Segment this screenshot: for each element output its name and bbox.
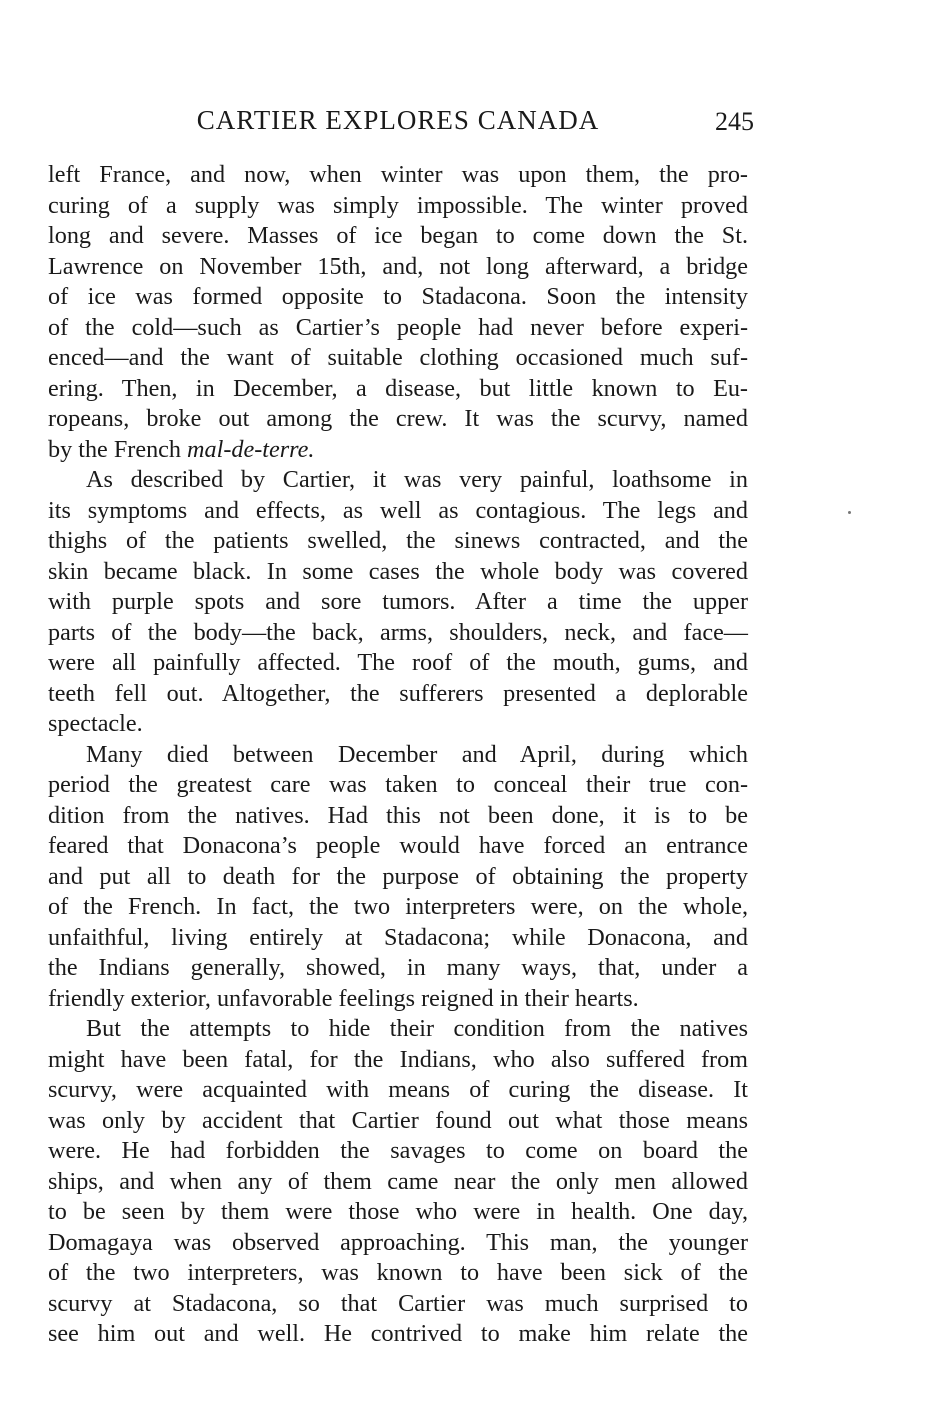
text-line: were. He had forbidden the savages to come on board the: [48, 1137, 748, 1164]
paragraph-3: [48, 740, 748, 1015]
text-line: feared that Donacona’s people would have forced an entrance: [48, 832, 748, 859]
text-line: Domagaya was observed approaching. This man, the younger: [48, 1228, 748, 1256]
running-title: CARTIER EXPLORES CANADA: [196, 105, 600, 135]
text-line: period the greatest care was taken to conceal their true con-: [48, 771, 748, 798]
text-line: scurvy, were acquainted with means of curing the disease. It: [48, 1076, 748, 1103]
text-line: skin became black. In some cases the whole body was covered: [48, 557, 748, 585]
italic-term: mal-de-terre.: [187, 435, 315, 463]
text-line: the Indians generally, showed, in many ways, that, under a: [48, 954, 748, 981]
text-line: with purple spots and sore tumors. After a time the upper: [48, 588, 748, 615]
text-line: curing of a supply was simply impossible. The winter proved: [48, 191, 748, 219]
text-line: might have been fatal, for the Indians, who also suffered from: [48, 1045, 748, 1073]
text-line: was only by accident that Cartier found out what those means: [48, 1106, 748, 1134]
paragraph-2: [48, 465, 748, 740]
text-line: long and severe. Masses of ice began to come down the St.: [48, 222, 748, 249]
text-line: [48, 435, 748, 466]
text-line-plain: by the French: [48, 435, 188, 463]
text-line: of ice was formed opposite to Stadacona. Soon the intensity: [48, 283, 748, 310]
text-line: of the French. In fact, the two interpreters were, on the whole,: [48, 893, 748, 920]
text-line: ropeans, broke out among the crew. It was the scurvy, named: [48, 405, 748, 432]
text-line: of the two interpreters, was known to have been sick of the: [48, 1259, 748, 1286]
scan-speck: [848, 511, 851, 514]
text-line: and put all to death for the purpose of obtaining the property: [48, 862, 748, 890]
paragraph-1: [48, 160, 748, 465]
running-head: [48, 100, 754, 140]
text-line: dition from the natives. Had this not been done, it is to be: [48, 801, 748, 829]
page-number: 245: [715, 107, 754, 136]
body-text: [48, 160, 748, 1350]
text-line: friendly exterior, unfavorable feelings reigned in their hearts.: [48, 984, 639, 1012]
text-line: parts of the body—the back, arms, shoulders, neck, and face—: [48, 618, 748, 646]
text-line: unfaithful, living entirely at Stadacona; while Donacona, and: [48, 923, 748, 951]
text-line: But the attempts to hide their condition from the natives: [86, 1015, 748, 1042]
text-line: ering. Then, in December, a disease, but little known to Eu-: [48, 374, 748, 402]
text-line: left France, and now, when winter was upon them, the pro-: [48, 161, 748, 188]
text-line: As described by Cartier, it was very painful, loathsome in: [86, 466, 748, 493]
text-line: to be seen by them were those who were in health. One day,: [48, 1198, 748, 1225]
book-page: [48, 100, 754, 1350]
text-line: Lawrence on November 15th, and, not long afterward, a bridge: [48, 252, 748, 280]
text-line: were all painfully affected. The roof of the mouth, gums, and: [48, 649, 748, 676]
text-line: Many died between December and April, during which: [86, 740, 748, 768]
text-line: see him out and well. He contrived to make him relate the: [48, 1320, 748, 1347]
text-line: ships, and when any of them came near the only men allowed: [48, 1167, 748, 1195]
text-line: its symptoms and effects, as well as contagious. The legs and: [48, 496, 748, 524]
text-line: spectacle.: [48, 710, 143, 737]
text-line: teeth fell out. Altogether, the sufferers presented a deplorable: [48, 679, 748, 707]
text-line: enced—and the want of suitable clothing occasioned much suf-: [48, 344, 748, 371]
text-line: of the cold—such as Cartier’s people had never before experi-: [48, 313, 748, 341]
text-line: thighs of the patients swelled, the sinews contracted, and the: [48, 527, 748, 554]
text-line: scurvy at Stadacona, so that Cartier was much surprised to: [48, 1289, 748, 1317]
paragraph-4: [48, 1014, 748, 1350]
